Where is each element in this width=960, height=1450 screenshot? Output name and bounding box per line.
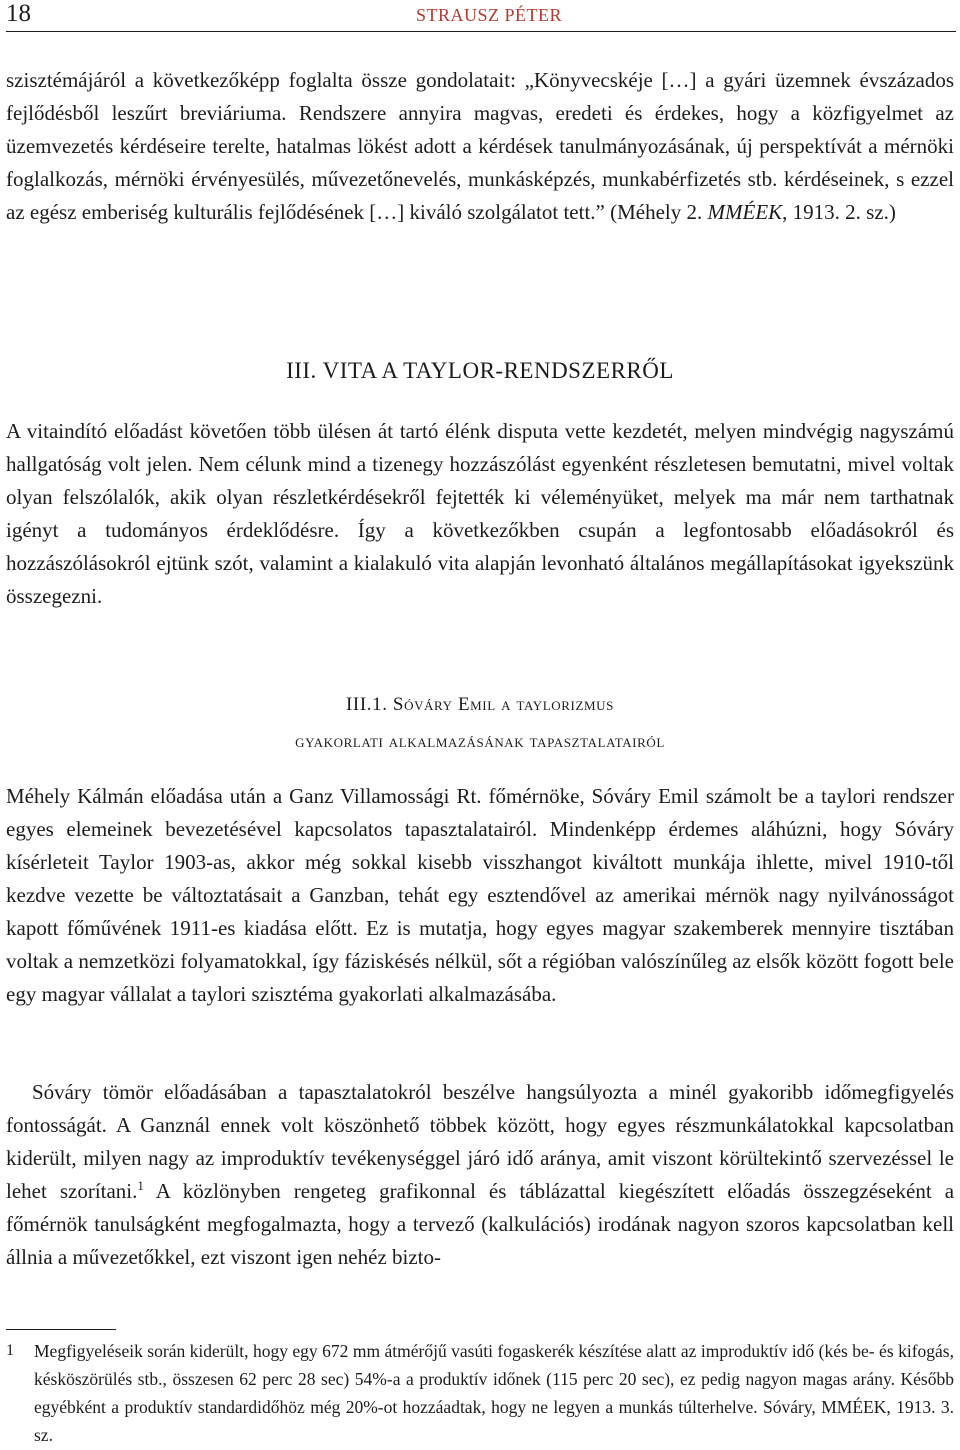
footnote-rule	[6, 1329, 116, 1330]
subsection-heading-line-1: III.1. Sóváry Emil a taylorizmus	[345, 694, 614, 715]
paragraph-sovary-report: Méhely Kálmán előadása után a Ganz Villamossági Rt. főmérnöke, Sóváry Emil számolt be a taylori rendszer egyes elemeinek bevezetésével kapcsolatos tapasztalatairól. Mindenképp érdemes aláhúzni, hogy Sóváry kísérleteit Taylor 1903-as, akkor még sokkal kisebb visszhangot kiváltott munkája ihlette, mivel 1910-től kezdve vezette be változtatásait a Ganzban, tehát egy esztendővel az amerikai mérnök nagy nyilvánosságot kapott főművének 1911-es kiadása előtt. Ez is mutatja, hogy egyes magyar szakemberek mennyire tisztában voltak a nemzetközi folyamatokkal, így fáziskésés nélkül, sőt a régióban valószínűleg az elsők között fogott bele egy magyar vállalat a taylori szisztéma gyakorlati alkalmazásába.	[6, 784, 954, 1006]
running-head: STRAUSZ PÉTER	[416, 5, 563, 25]
paragraph-sovary-lecture	[6, 1076, 954, 1274]
paragraph-debate-intro: A vitaindító előadást követően több ülésen át tartó élénk disputa vette kezdetét, melyen mindvégig nagyszámú hallgatóság volt jelen. Nem célunk mind a tizenegy hozzászólást egyenként részletesen bemutatni, mivel voltak olyan felszólalók, akik olyan részletkérdésekről fejtették ki véleményüket, melyek ma már nem tarthatnak igényt a tudományos érdeklődésre. Így a következőkben csupán a legfontosabb előadásokról és hozzászólásokról ejtünk szót, valamint a kialakuló vita alapján levonható általános megállapításokat igyekszünk összegezni.	[6, 419, 954, 608]
section-heading: III. VITA A TAYLOR-RENDSZERRŐL	[286, 358, 674, 383]
footnote-number: 1	[6, 1342, 14, 1359]
paragraph-text: Sóváry tömör előadásában a tapasztalatokról beszélve hangsúlyozta a minél gyakoribb időmegfigyelés fontosságát. A Ganznál ennek volt köszönhető többek között, hogy egyes részmunkálatokkal kapcsolatban kiderült, milyen nagy az improduktív tevékenységgel járó idő aránya, amit viszont körültekintő szervezéssel le lehet szorítani.	[6, 1080, 954, 1203]
citation-end: , 1913. 2. sz.)	[782, 200, 896, 224]
header-rule	[6, 31, 956, 32]
footnote	[6, 1337, 954, 1449]
footnote-text: Megfigyeléseik során kiderült, hogy egy 672 mm átmérőjű vasúti fogaskerék készítése alatt az improduktív idő (kés be- és kifogás, késköszörülés stb., összesen 62 perc 28 sec) 54%-a a produktív időnek (115 perc 20 sec), ez pedig nagyon magas arány. Később egyébként a produktív standardidőhöz még 20%-ot hozzáadtak, hogy ne legyen a munkás túlterhelve. Sóváry, MMÉEK, 1913. 3. sz.	[34, 1341, 954, 1445]
paragraph-text: szisztémájáról a következőképp foglalta össze gondolatait: „Könyvecskéje […] a gyári üzemnek évszázados fejlődésből leszűrt breviáriuma. Rendszere annyira magvas, eredeti és érdekes, hogy a közfigyelmet az üzemvezetés kérdéseire terelte, hatalmas lökést adott a kérdések tanulmányozásának, új perspektívát a mérnöki foglalkozás, mérnöki érvényesülés, művezetőnevelés, munkásképzés, munkabérfizetés stb. kérdéseinek, s ezzel az egész emberiség kulturális fejlődésének […] kiváló szolgálatot tett.” (Méhely 2.	[6, 68, 954, 224]
page-number: 18	[6, 0, 31, 27]
paragraph-quote-continuation	[6, 64, 954, 229]
subsection-heading-line-2: gyakorlati alkalmazásának tapasztalatairól	[295, 731, 665, 752]
footnote-reference[interactable]: 1	[137, 1178, 144, 1193]
page-header	[6, 0, 956, 32]
journal-abbreviation: MMÉEK	[707, 200, 783, 224]
paragraph-text-continued: A közlönyben rengeteg grafikonnal és táblázattal kiegészített előadás összegzéseként a főmérnök tanulságként megfogalmazta, hogy a tervező (kalkulációs) irodának nagyon szoros kapcsolatban kell állnia a művezetőkkel, ezt viszont igen nehéz bizto-	[6, 1179, 955, 1269]
